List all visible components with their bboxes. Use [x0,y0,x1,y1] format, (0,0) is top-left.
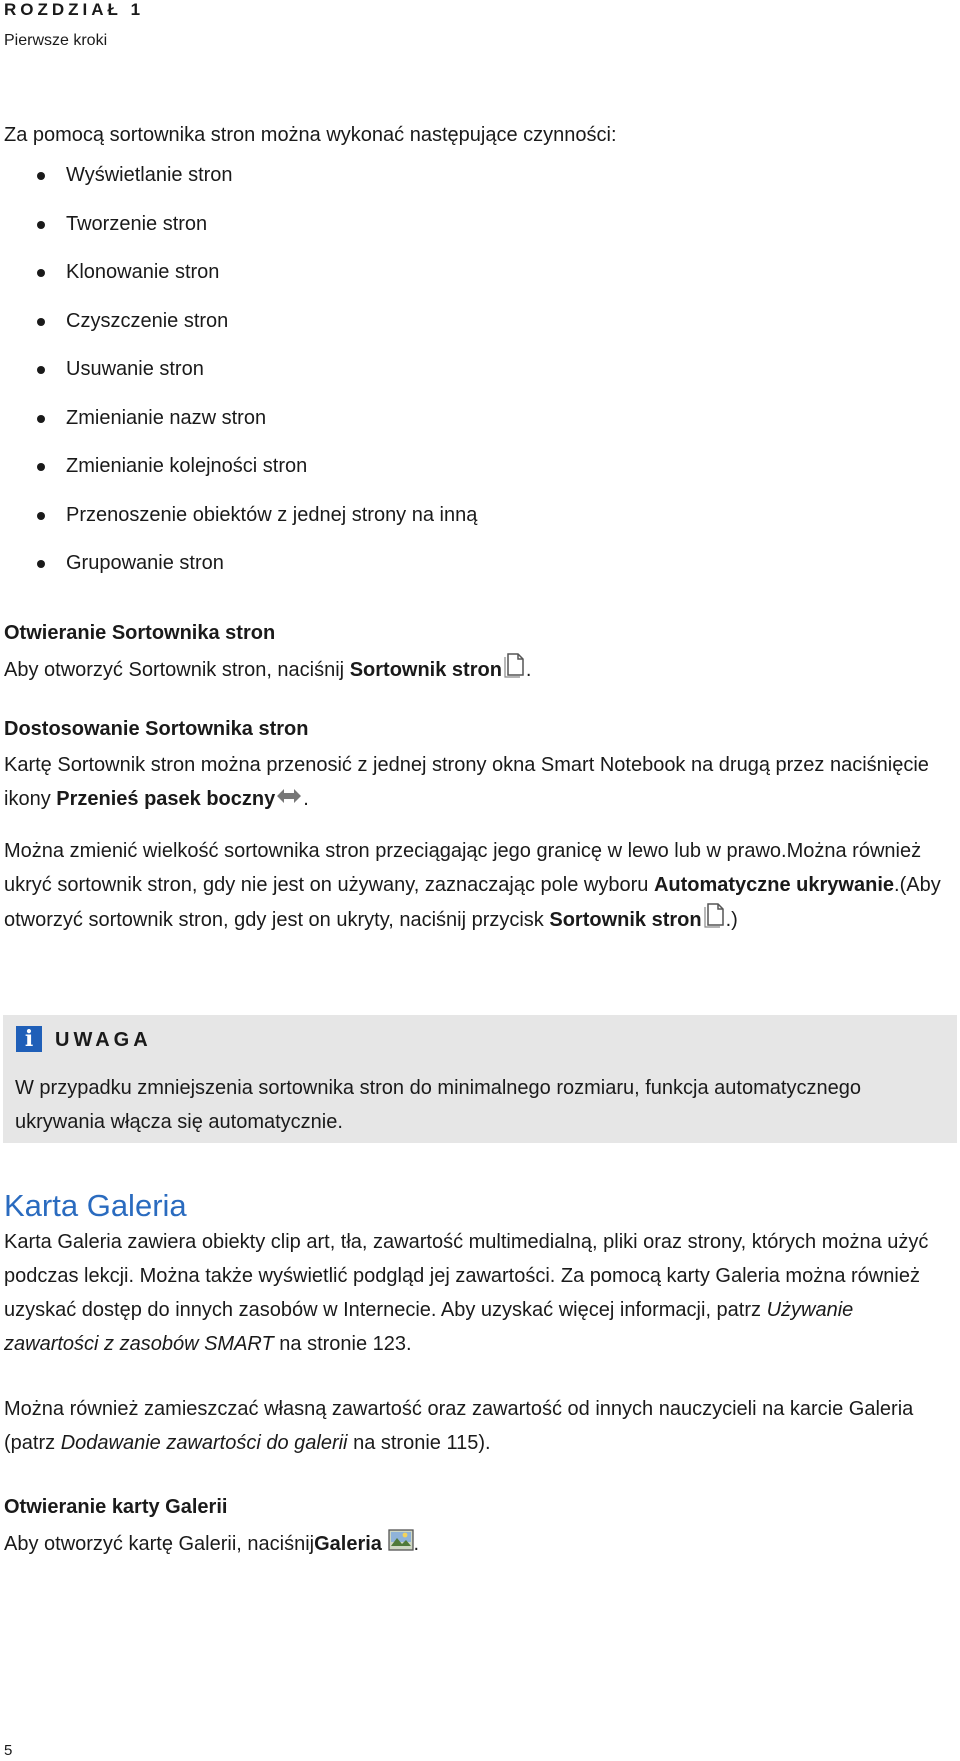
list-item: Zmienianie nazw stron [0,407,477,456]
bullet-icon [37,269,45,277]
bullet-icon [37,318,45,326]
gallery-icon [388,1528,414,1563]
list-item: Wyświetlanie stron [0,164,477,213]
open-sorter-heading: Otwieranie Sortownika stron [4,622,276,644]
bullet-icon [37,512,45,520]
page-number: 5 [4,1742,13,1759]
list-item: Przenoszenie obiektów z jednej strony na inną [0,504,477,553]
open-gallery-heading: Otwieranie karty Galerii [4,1496,228,1518]
note-title: UWAGA [55,1029,152,1051]
customize-paragraph-1: Kartę Sortownik stron można przenosić z jednej strony okna Smart Notebook na drugą przez naciśnięcie ikony Przenieś pasek boczny . [4,748,944,818]
open-sorter-text: Aby otworzyć Sortownik stron, naciśnij Sortownik stron . [4,652,531,689]
bullet-icon [37,221,45,229]
bullet-icon [37,560,45,568]
page-sorter-icon [502,652,526,689]
bullet-icon [37,463,45,471]
gallery-paragraph-2: Można również zamieszczać własną zawartość oraz zawartość od innych nauczycieli na karcie Galeria (patrz Dodawanie zawartości do galerii na stronie 115). [4,1398,914,1454]
list-item: Klonowanie stron [0,261,477,310]
bullet-icon [37,172,45,180]
list-item: Grupowanie stron [0,552,477,601]
chapter-subtitle: Pierwsze kroki [4,32,108,49]
bullet-icon [37,366,45,374]
intro-text: Za pomocą sortownika stron można wykonać następujące czynności: [4,124,617,146]
gallery-heading: Karta Galeria [4,1188,187,1223]
list-item: Usuwanie stron [0,358,477,407]
move-sidebar-icon [275,784,303,818]
info-icon: i [16,1026,42,1052]
bullet-icon [37,415,45,423]
customize-heading: Dostosowanie Sortownika stron [4,718,309,740]
page-sorter-icon [702,902,726,939]
gallery-paragraph-1: Karta Galeria zawiera obiekty clip art, tła, zawartość multimedialną, pliki oraz strony, których można użyć podczas lekcji. Można także wyświetlić podgląd jej zawartości. Za pomocą karty Galeria można również uzyskać dostęp do innych zasobów w Internecie. Aby uzyskać więcej informacji, patrz Używanie zawartości z zasobów SMART na stronie 123. [4,1231,929,1355]
action-list [0,164,477,601]
open-gallery-text: Aby otworzyć kartę Galerii, naciśnijGaleria . [4,1527,419,1563]
chapter-label: ROZDZIAŁ 1 [4,0,145,19]
note-text: W przypadku zmniejszenia sortownika stron do minimalnego rozmiaru, funkcja automatycznego ukrywania włącza się automatycznie. [15,1077,861,1133]
list-item: Zmienianie kolejności stron [0,455,477,504]
list-item: Czyszczenie stron [0,310,477,359]
note-box [3,1015,957,1143]
customize-paragraph-2: Można zmienić wielkość sortownika stron przeciągając jego granicę w lewo lub w prawo.Można również ukryć sortownik stron, gdy nie jest on używany, zaznaczając pole wyboru Automatyczne ukrywanie.(Aby otworzyć sortownik stron, gdy jest on ukryty, naciśnij przycisk Sortownik stron .) [4,834,949,939]
list-item: Tworzenie stron [0,213,477,262]
